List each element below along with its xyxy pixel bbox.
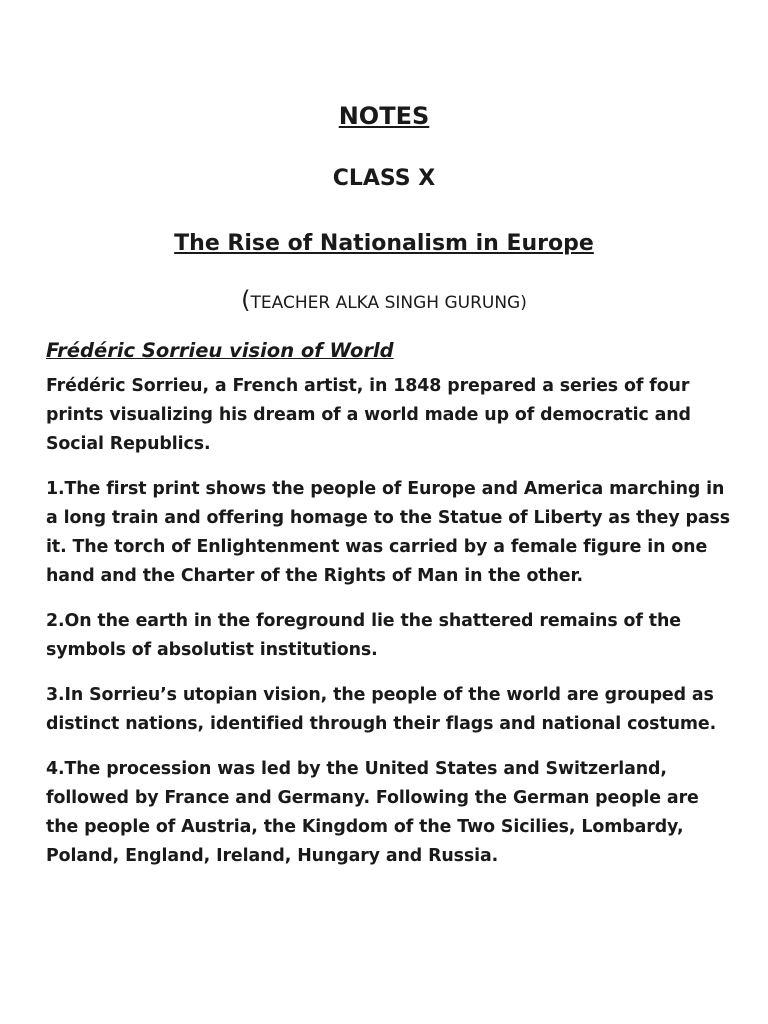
paragraph-point-3: 3.In Sorrieu’s utopian vision, the people of the world are grouped as distinct nations, identified through their flags and national costume. [46, 685, 717, 734]
paragraph-point-2: 2.On the earth in the foreground lie the shattered remains of the symbols of absolutist institutions. [46, 611, 681, 660]
paragraph-point-4: 4.The procession was led by the United States and Switzerland, followed by France and Germany. Following the German people are the people of Austria, the Kingdom of the Two Sicilies, Lombardy, Poland, England, Ireland, Hungary and Russia. [46, 759, 699, 866]
chapter-title: The Rise of Nationalism in Europe [174, 231, 594, 256]
paragraph-point-1: 1.The first print shows the people of Europe and America marching in a long train and offering homage to the Statue of Liberty as they pass it. The torch of Enlightenment was carried by a female figure in one hand and the Charter of the Rights of Man in the other. [46, 479, 731, 586]
section-heading: Frédéric Sorrieu vision of World [46, 339, 394, 362]
notes-heading: NOTES [338, 102, 430, 130]
teacher-name: TEACHER ALKA SINGH GURUNG) [250, 293, 527, 313]
teacher-open-paren: ( [241, 286, 251, 314]
section-content [46, 336, 736, 887]
paragraph-intro: Frédéric Sorrieu, a French artist, in 1848 prepared a series of four prints visualizing his dream of a world made up of democratic and Social Republics. [46, 376, 691, 454]
class-heading: CLASS X [332, 166, 436, 191]
teacher-line [0, 286, 768, 314]
